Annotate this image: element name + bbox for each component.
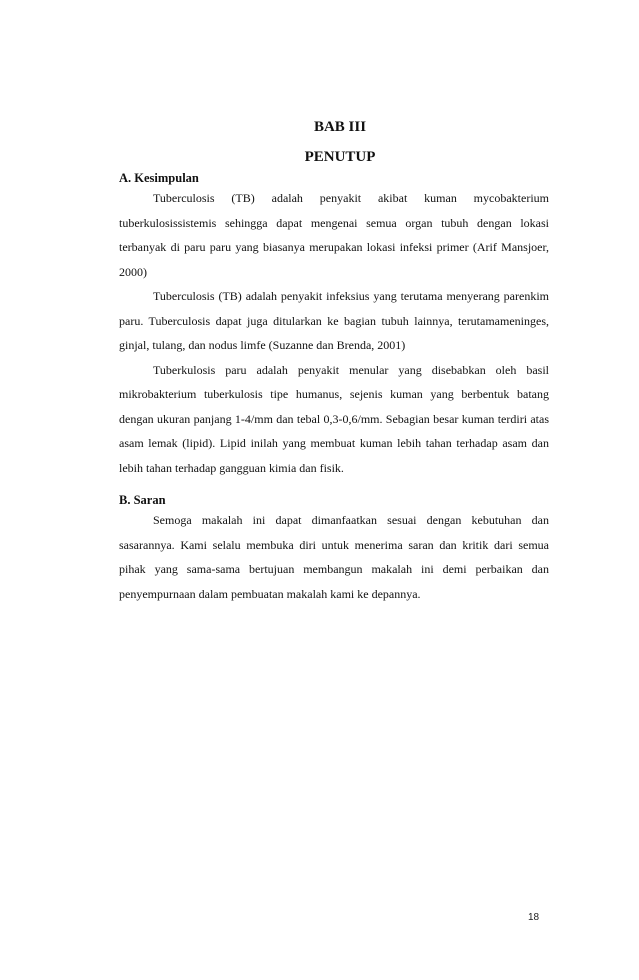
section-saran	[119, 492, 549, 606]
paragraph: Semoga makalah ini dapat dimanfaatkan sesuai dengan kebutuhan dan sasarannya. Kami selalu membuka diri untuk menerima saran dan kritik dari semua pihak yang sama-sama bertujuan membangun makalah ini demi perbaikan dan penyempurnaan dalam pembuatan makalah kami ke depannya.	[119, 513, 549, 601]
section-heading: B. Saran	[119, 493, 166, 507]
chapter-title: PENUTUP	[304, 149, 376, 165]
chapter-number: BAB III	[313, 119, 367, 135]
section-kesimpulan	[119, 170, 549, 480]
paragraph: Tuberculosis (TB) adalah penyakit infeksius yang terutama menyerang parenkim paru. Tuberculosis dapat juga ditularkan ke bagian tubuh lainnya, terutamameninges, ginjal, tulang, dan nodus limfe (Suzanne dan Brenda, 2001)	[119, 289, 549, 352]
section-heading: A. Kesimpulan	[119, 171, 199, 185]
paragraph: Tuberculosis (TB) adalah penyakit akibat kuman mycobakterium tuberkulosissistemis sehingga dapat mengenai semua organ tubuh dengan lokasi terbanyak di paru paru yang biasanya merupakan lokasi infeksi primer (Arif Mansjoer, 2000)	[119, 191, 549, 279]
section-spacer	[119, 480, 549, 492]
page-content	[119, 116, 549, 606]
page-number: 18	[528, 912, 540, 923]
paragraph: Tuberkulosis paru adalah penyakit menular yang disebabkan oleh basil mikrobakterium tuberkulosis tipe humanus, sejenis kuman yang berbentuk batang dengan ukuran panjang 1-4/mm dan tebal 0,3-0,6/mm. Sebagian besar kuman terdiri atas asam lemak (lipid). Lipid inilah yang membuat kuman lebih tahan terhadap asam dan lebih tahan terhadap gangguan kimia dan fisik.	[119, 362, 549, 475]
